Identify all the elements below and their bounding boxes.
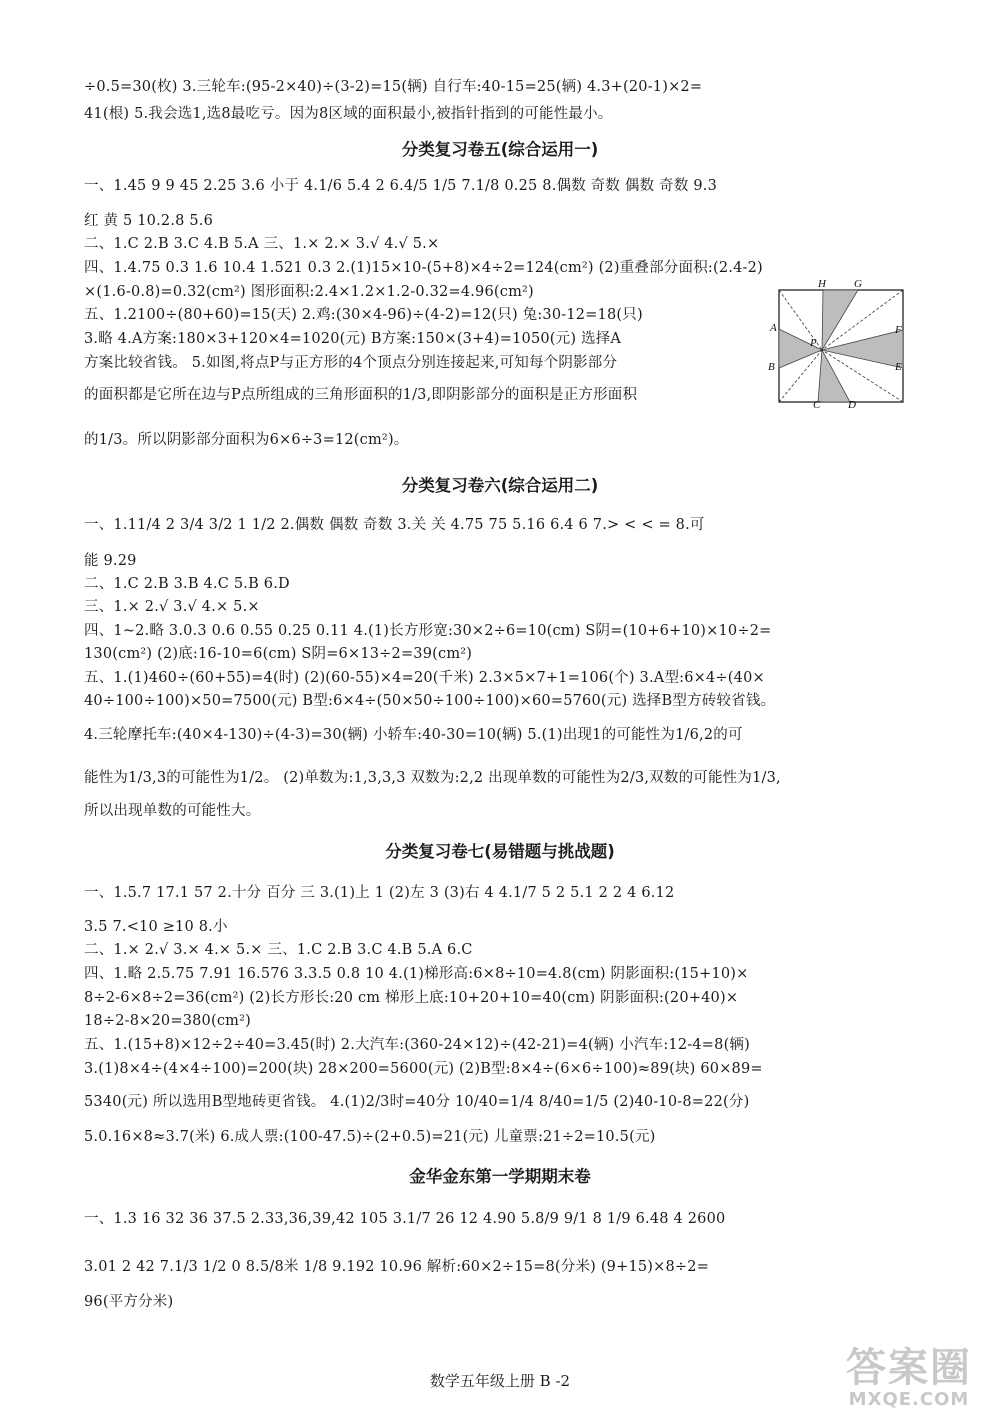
point-label: C — [813, 399, 821, 411]
section-title: 分类复习卷六(综合运用二) — [401, 476, 599, 495]
point-label: F — [895, 324, 902, 336]
text-line: 能 9.29 — [84, 553, 137, 569]
point-label: B — [768, 361, 775, 373]
point-label: D — [848, 399, 856, 411]
text-line: 4.三轮摩托车:(40×4-130)÷(4-3)=30(辆) 小轿车:40-30=10(辆) 5.(1)出现1的可能性为1/6,2的可 — [84, 727, 743, 743]
text-line: ÷0.5=30(枚) 3.三轮车:(95-2×40)÷(3-2)=15(辆) 自行车:40-15=25(辆) 4.3+(20-1)×2= — [84, 79, 703, 95]
watermark-logo: 答案圈 — [846, 1345, 972, 1391]
watermark-url: MXQE.COM — [848, 1389, 970, 1410]
text-line: 四、1.略 2.5.75 7.91 16.576 3.3.5 0.8 10 4.(1)梯形高:6×8÷10=4.8(cm) 阴影面积:(15+10)× — [84, 966, 749, 982]
point-label: H — [818, 278, 826, 290]
point-label: P — [810, 337, 817, 349]
text-line: 3.01 2 42 7.1/3 1/2 0 8.5/8米 1/8 9.192 10.96 解析:60×2÷15=8(分米) (9+15)×8÷2= — [84, 1259, 710, 1275]
text-line: 的1/3。所以阴影部分面积为6×6÷3=12(cm²)。 — [84, 432, 409, 448]
point-label: A — [770, 322, 777, 334]
text-line: 一、1.5.7 17.1 57 2.十分 百分 三 3.(1)上 1 (2)左 3 (3)右 4 4.1/7 5 2 5.1 2 2 4 6.12 — [84, 885, 675, 901]
text-line: 五、1.2100÷(80+60)=15(天) 2.鸡:(30×4-96)÷(4-2)=12(只) 兔:30-12=18(只) — [84, 307, 643, 323]
text-line: 三、1.× 2.√ 3.√ 4.× 5.× — [84, 599, 260, 615]
text-line: 一、1.3 16 32 36 37.5 2.33,36,39,42 105 3.1/7 26 12 4.90 5.8/9 9/1 8 1/9 6.48 4 2600 — [84, 1211, 726, 1227]
text-line: 130(cm²) (2)底:16-10=6(cm) S阴=6×13÷2=39(cm²) — [84, 646, 473, 662]
text-line: 5340(元) 所以选用B型地砖更省钱。 4.(1)2/3时=40分 10/40=1/4 8/40=1/5 (2)40-10-8=22(分) — [84, 1094, 750, 1110]
text-line: 5.0.16×8≈3.7(米) 6.成人票:(100-47.5)÷(2+0.5)=21(元) 儿童票:21÷2=10.5(元) — [84, 1129, 656, 1145]
text-line: 一、1.45 9 9 45 2.25 3.6 小于 4.1/6 5.4 2 6.4/5 1/5 7.1/8 0.25 8.偶数 奇数 偶数 奇数 9.3 — [84, 178, 718, 194]
text-line: 红 黄 5 10.2.8 5.6 — [84, 213, 214, 229]
text-line: 3.(1)8×4÷(4×4÷100)=200(块) 28×200=5600(元) (2)B型:8×4÷(6×6÷100)≈89(块) 60×89= — [84, 1061, 763, 1077]
text-line: 二、1.C 2.B 3.C 4.B 5.A 三、1.× 2.× 3.√ 4.√ 5.× — [84, 236, 440, 252]
text-line: 41(根) 5.我会选1,选8最吃亏。因为8区域的面积最小,被指针指到的可能性最小。 — [84, 106, 613, 122]
section-title: 分类复习卷七(易错题与挑战题) — [385, 842, 615, 861]
square-diagram — [768, 276, 908, 411]
point-label: E — [895, 361, 902, 373]
text-line: 二、1.C 2.B 3.B 4.C 5.B 6.D — [84, 576, 290, 592]
page-footer: 数学五年级上册 B -2 — [429, 1372, 571, 1390]
text-line: 方案比较省钱。 5.如图,将点P与正方形的4个顶点分别连接起来,可知每个阴影部分 — [84, 355, 618, 371]
text-line: 五、1.(1)460÷(60+55)=4(时) (2)(60-55)×4=20(千米) 2.3×5×7+1=106(个) 3.A型:6×4÷(40× — [84, 670, 765, 686]
text-line: 40÷100÷100)×50=7500(元) B型:6×4÷(50×50÷100÷100)×60=5760(元) 选择B型方砖较省钱。 — [84, 693, 776, 709]
text-line: 四、1.4.75 0.3 1.6 10.4 1.521 0.3 2.(1)15×10-(5+8)×4÷2=124(cm²) (2)重叠部分面积:(2.4-2) — [84, 260, 763, 276]
text-line: 的面积都是它所在边与P点所组成的三角形面积的1/3,即阴影部分的面积是正方形面积 — [84, 387, 638, 403]
text-line: 3.略 4.A方案:180×3+120×4=1020(元) B方案:150×(3+4)=1050(元) 选择A — [84, 331, 622, 347]
watermark — [846, 1336, 972, 1410]
text-line: 一、1.11/4 2 3/4 3/2 1 1/2 2.偶数 偶数 奇数 3.关 关 4.75 75 5.16 6.4 6 7.> < < = 8.可 — [84, 517, 705, 533]
shaded-triangle — [822, 330, 903, 368]
text-line: 18÷2-8×20=380(cm²) — [84, 1013, 251, 1029]
text-line: 五、1.(15+8)×12÷2÷40=3.45(时) 2.大汽车:(360-24×12)÷(42-21)=4(辆) 小汽车:12-4=8(辆) — [84, 1037, 750, 1053]
text-line: ×(1.6-0.8)=0.32(cm²) 图形面积:2.4×1.2×1.2-0.32=4.96(cm²) — [84, 284, 534, 300]
section-title: 金华金东第一学期期末卷 — [409, 1167, 591, 1186]
point-label: G — [854, 278, 862, 290]
text-line: 二、1.× 2.√ 3.× 4.× 5.× 三、1.C 2.B 3.C 4.B 5.A 6.C — [84, 942, 473, 958]
text-line: 3.5 7.<10 ≥10 8.小 — [84, 919, 228, 935]
text-line: 四、1~2.略 3.0.3 0.6 0.55 0.25 0.11 4.(1)长方形宽:30×2÷6=10(cm) S阴=(10+6+10)×10÷2= — [84, 623, 772, 639]
section-title: 分类复习卷五(综合运用一) — [401, 140, 599, 159]
shaded-triangle — [822, 290, 858, 350]
text-line: 能性为1/3,3的可能性为1/2。 (2)单数为:1,3,3,3 双数为:2,2 出现单数的可能性为2/3,双数的可能性为1/3, — [84, 770, 781, 786]
text-line: 96(平方分米) — [84, 1294, 174, 1310]
text-line: 8÷2-6×8÷2=36(cm²) (2)长方形长:20 cm 梯形上底:10+20+10=40(cm) 阴影面积:(20+40)× — [84, 990, 739, 1006]
text-line: 所以出现单数的可能性大。 — [84, 803, 261, 819]
